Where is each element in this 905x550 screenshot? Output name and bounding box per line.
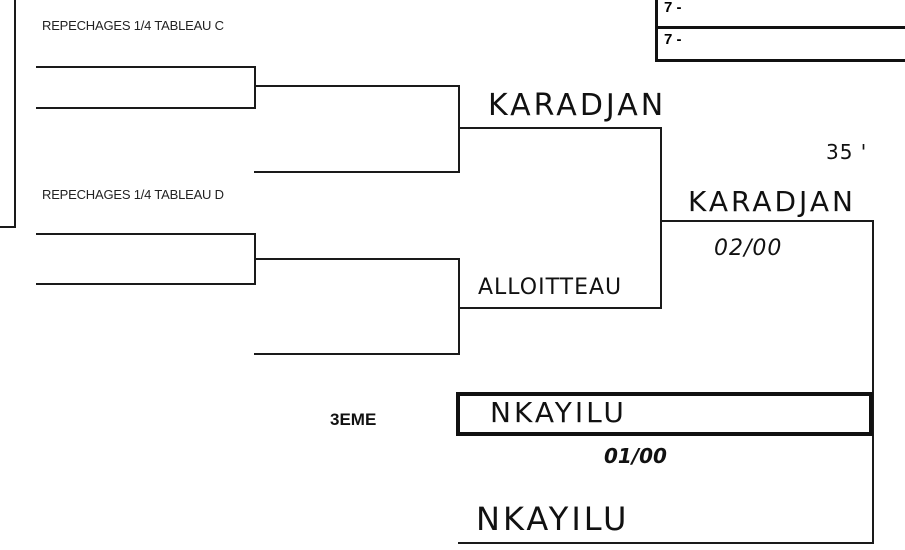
semi-d-winner: ALLOITTEAU bbox=[478, 275, 623, 300]
join-c1 bbox=[254, 66, 256, 109]
final-time: 35 ' bbox=[826, 140, 868, 164]
opponent-name: NKAYILU bbox=[476, 500, 630, 538]
slot-c3 bbox=[254, 85, 460, 87]
final-line bbox=[660, 220, 874, 222]
slot-d1 bbox=[36, 233, 256, 235]
third-place-label: 3EME bbox=[330, 410, 377, 429]
semi-d-line bbox=[458, 307, 662, 309]
final-winner: KARADJAN bbox=[688, 185, 856, 218]
tableau-c-label: REPECHAGES 1/4 TABLEAU C bbox=[42, 18, 224, 33]
score-row-label: 7 - bbox=[664, 31, 682, 48]
tableau-d-label: REPECHAGES 1/4 TABLEAU D bbox=[42, 187, 224, 202]
opponent-line bbox=[458, 542, 874, 544]
third-place-name: NKAYILU bbox=[490, 396, 627, 429]
slot-c4 bbox=[254, 171, 460, 173]
slot-c1 bbox=[36, 66, 256, 68]
semi-c-line bbox=[458, 127, 662, 129]
slot-d4 bbox=[254, 353, 460, 355]
final-score: 02/00 bbox=[714, 236, 783, 261]
slot-c2 bbox=[36, 107, 256, 109]
join-c2 bbox=[458, 85, 460, 173]
slot-d2 bbox=[36, 283, 256, 285]
left-edge-line bbox=[14, 0, 16, 228]
score-row bbox=[658, 0, 905, 29]
third-join bbox=[872, 220, 874, 544]
score-row bbox=[658, 31, 905, 61]
third-score: 01/00 bbox=[604, 444, 667, 468]
final-join bbox=[660, 127, 662, 309]
score-row-label: 7 - bbox=[664, 0, 682, 16]
score-table bbox=[655, 0, 905, 62]
third-place-box bbox=[456, 392, 873, 436]
left-edge-foot bbox=[0, 226, 16, 228]
slot-d3 bbox=[254, 258, 460, 260]
semi-c-winner: KARADJAN bbox=[488, 88, 667, 123]
